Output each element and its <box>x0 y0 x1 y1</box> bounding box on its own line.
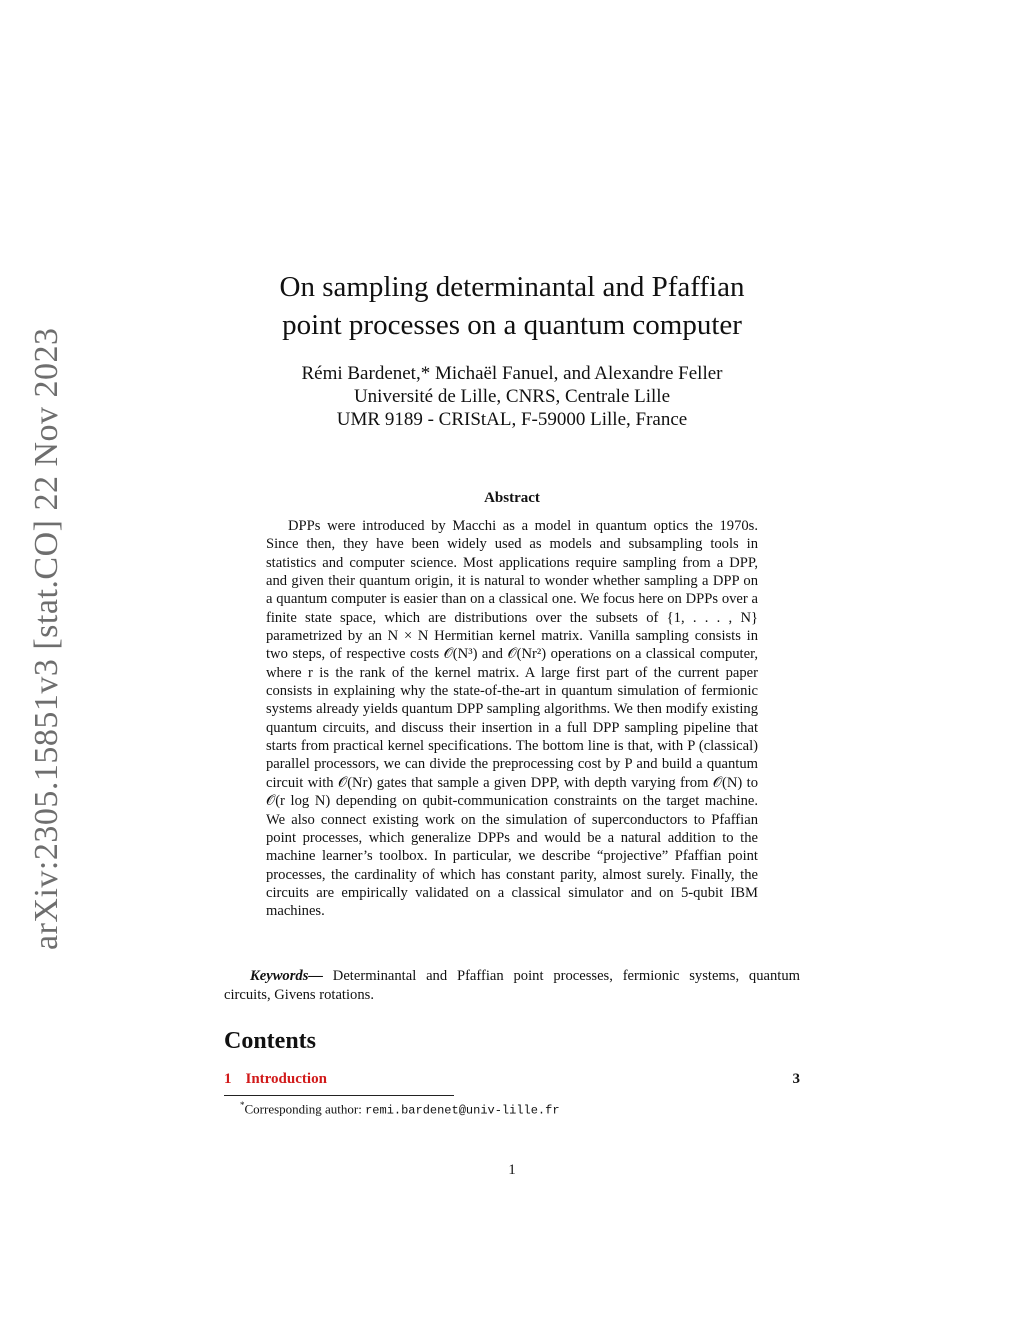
paper-title <box>224 268 800 344</box>
author-affiliation: Université de Lille, CNRS, Centrale Lille <box>353 386 671 407</box>
abstract-heading: Abstract <box>484 490 540 506</box>
toc-entry-number: 1 <box>224 1071 232 1087</box>
abstract-body: DPPs were introduced by Macchi as a model in quantum optics the 1970s. Since then, they have been widely used as models and subsampling tools in statistics and computer science. Most applications require sampling from a DPP, and given their quantum origin, it is natural to wonder whether sampling a DPP on a quantum computer is easier than on a classical one. We focus here on DPPs over a finite state space, which are distributions over the subsets of {1, . . . , N} parametrized by an N × N Hermitian kernel matrix. Vanilla sampling consists in two steps, of respective costs 𝒪(N³) and 𝒪(Nr²) operations on a classical computer, where r is the rank of the kernel matrix. A large first part of the current paper consists in explaining why the state-of-the-art in quantum simulation of fermionic systems already yields quantum DPP sampling algorithms. We then modify existing quantum circuits, and discuss their insertion in a full DPP sampling pipeline that starts from practical kernel specifications. The bottom line is that, with P (classical) parallel processors, we can divide the preprocessing cost by P and build a quantum circuit with 𝒪(Nr) gates that sample a given DPP, with depth varying from 𝒪(N) to 𝒪(r log N) depending on qubit-communication constraints on the target machine. We also connect existing work on the simulation of superconductors to Pfaffian point processes, which generalize DPPs and would be a natural addition to the machine learner’s toolbox. In particular, we describe “projective” Pfaffian point processes, the cardinality of which has constant parity, almost surely. Finally, the circuits are empirically validated on a classical simulator and on 5-qubit IBM machines. <box>266 518 758 920</box>
author-block <box>224 362 800 431</box>
toc-entry-label: Introduction <box>245 1071 327 1087</box>
author-names: Rémi Bardenet,* Michaël Fanuel, and Alexandre Feller <box>301 363 723 384</box>
keywords-text: Determinantal and Pfaffian point processes, fermionic systems, quantum circuits, Givens rotations. <box>224 968 800 1003</box>
toc-entry-introduction[interactable] <box>224 1071 800 1088</box>
author-address: UMR 9189 - CRIStAL, F-59000 Lille, France <box>336 409 688 430</box>
title-line-1: On sampling determinantal and Pfaffian <box>279 271 745 303</box>
toc-entry-link[interactable] <box>224 1071 327 1088</box>
arxiv-identifier-stamp: arXiv:2305.15851v3 [stat.CO] 22 Nov 2023 <box>28 327 65 950</box>
keywords-label: Keywords— <box>250 968 323 984</box>
footnote-mark: * <box>240 1100 245 1110</box>
keywords-paragraph <box>224 967 800 1004</box>
footnote-email[interactable]: remi.bardenet@univ-lille.fr <box>365 1103 560 1118</box>
page-number: 1 <box>508 1162 516 1178</box>
contents-heading: Contents <box>224 1028 317 1054</box>
footnote-text: Corresponding author: <box>244 1101 366 1117</box>
footnote <box>240 1100 560 1117</box>
title-line-2: point processes on a quantum computer <box>282 309 742 341</box>
footnote-divider <box>224 1095 454 1096</box>
toc-entry-page: 3 <box>792 1071 800 1087</box>
